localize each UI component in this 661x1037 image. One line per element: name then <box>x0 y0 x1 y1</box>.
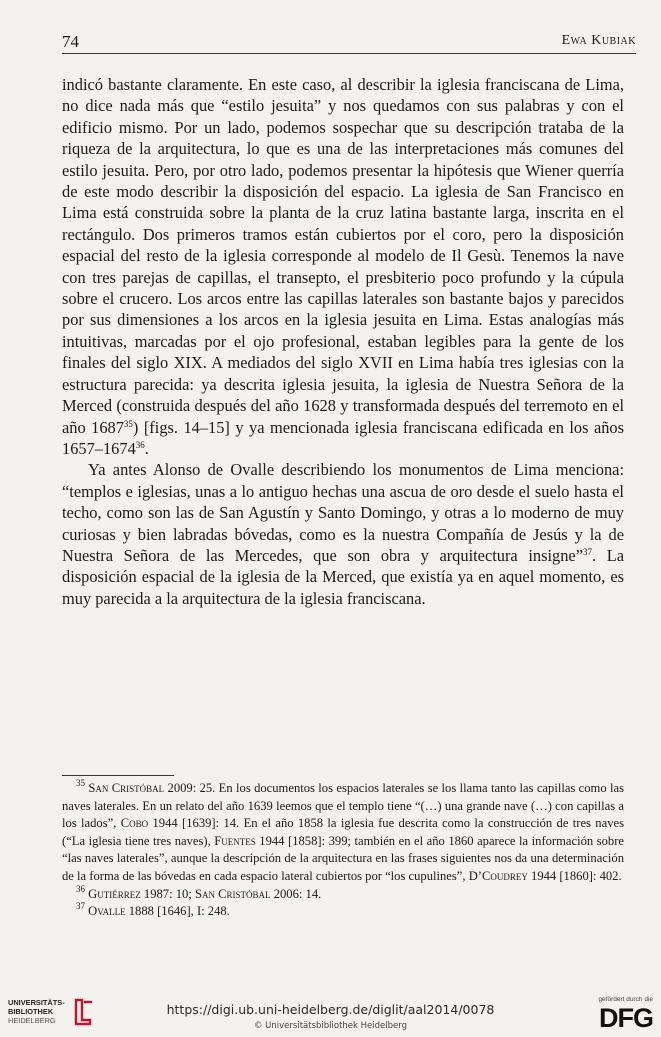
permalink-url[interactable]: https://digi.ub.uni-heidelberg.de/diglit/aal2014/0078 <box>166 1002 495 1017</box>
body-text <box>62 74 624 609</box>
page-number: 74 <box>62 32 79 51</box>
library-name: UNIVERSITÄTS- BIBLIOTHEK HEIDELBERG <box>8 998 65 1025</box>
paragraph-2-text: Ya antes Alonso de Ovalle describiendo los monumentos de Lima menciona: “templos e iglesias, unas a lo antiguo hechas una ascua de oro desde el suelo hasta el techo, como son las de San Agustín y Santo Domingo, y otras a lo moderno de muy curiosas y bien labradas bóvedas, como es la nuestra Compañía de Jesús y la de Nuestra Señora de las Mercedes, que son obra y arquitectura insigne” <box>62 460 624 565</box>
paragraph-1-text: indicó bastante claramente. En este caso, al describir la iglesia franciscana de Lima, no dice nada más que “estilo jesuita” y nos quedamos con sus palabras y con el edificio mismo. Por un lado, podemos sospechar que su descripción trataba de la riqueza de la arquitectura, lo que es una de las interpretaciones más comunes del estilo jesuita. Pero, por otro lado, podemos presentar la hipótesis que Wiener querría de este modo describir la disposición del espacio. La iglesia de San Francisco en Lima está construida sobre la planta de la cruz latina bastante larga, inscrita en el rectángulo. Dos primeros tramos están cubiertos por el coro, pero la disposición espacial del resto de la iglesia corresponde al modelo de Il Gesù. Tenemos la nave con tres parejas de capillas, el transepto, el presbiterio poco profundo y la cúpula sobre el crucero. Los arcos entre las capillas laterales son bastante bajos y parecidos por sus dimensiones a los arcos en la iglesia jesuita en Lima. Estas analogías más intuitivas, marcadas por el ojo profesional, estaban legibles para la gente de los finales del siglo XIX. A mediados del siglo XVII en Lima había tres iglesias con la estructura parecida: ya descrita iglesia jesuita, la iglesia de Nuestra Señora de la Merced (construida después del año 1628 y transformada después del terremoto en el año 1687 <box>62 75 624 437</box>
footnote-ref-36[interactable]: 36 <box>135 439 145 450</box>
paragraph-1-end: . <box>144 438 149 458</box>
footnote-number: 36 <box>76 883 85 894</box>
footnotes <box>62 780 624 921</box>
header-rule <box>62 53 636 54</box>
running-header <box>62 32 636 54</box>
footnote-number: 37 <box>76 901 85 912</box>
citation-author: D’Coudrey <box>468 868 528 883</box>
citation-author: Ovalle <box>88 904 126 919</box>
citation-author: Cobo <box>120 816 149 831</box>
footnote-text: 1944 [1858]: 399; también en el año 1860 aparece la información sobre “las naves laterales”, aunque la descripción de la arquitectura en las frases siguientes nos da una determinación de la forma de las bóvedas en cada espacio lateral cubiertos por “los cupulines”, <box>62 833 624 883</box>
footnote-ref-37[interactable]: 37 <box>582 546 592 557</box>
footnote-text: 1944 [1860]: 402. <box>527 868 622 883</box>
footnote-text: 2009: 25. En los documentos los espacios laterales se los llama tanto las capillas como las naves laterales. En un relato del año 1639 leemos que el templo tiene “(…) una grande nave (…) con capillas a los lados”, <box>62 781 624 831</box>
footnote-37 <box>62 903 624 921</box>
paragraph-1-text-cont: ) [figs. 14–15] y ya mencionada iglesia franciscana edificada en los años 1657–1674 <box>62 417 625 458</box>
footnote-rule <box>62 775 174 776</box>
footnote-text: 1944 [1639]: 14. En el año 1858 la iglesia fue descrita como la construcción de tres naves (“La iglesia tiene tres naves), <box>62 816 624 848</box>
citation-author: San Cristóbal <box>194 886 271 901</box>
citation-author: San Cristóbal <box>88 781 165 795</box>
footnote-text: 1987: 10; <box>140 886 195 901</box>
citation-author: Gutiérrez <box>88 886 141 901</box>
dfg-funder-logo <box>587 996 653 1034</box>
paragraph-2 <box>62 459 624 609</box>
paragraph-1 <box>62 74 624 459</box>
footnote-35 <box>62 780 624 886</box>
paragraph-2-text-cont: . La disposición espacial de la iglesia de la Merced, que existía ya en aquel momento, es muy parecida a la arquitectura de la iglesia franciscana. <box>62 545 624 608</box>
footnote-text: 1888 [1646], I: 248. <box>125 904 230 919</box>
copyright-notice: © Universitätsbibliothek Heidelberg <box>253 1021 407 1031</box>
footnote-36 <box>62 883 624 904</box>
dfg-logo-icon: DFG <box>599 1003 653 1033</box>
funder-caption: gefördert durch die <box>598 996 653 1003</box>
running-head-author: Ewa Kubiak <box>561 33 636 48</box>
footnote-number: 35 <box>76 778 85 788</box>
library-footer <box>0 994 661 1037</box>
footnote-text: 2006: 14. <box>270 886 322 901</box>
footnote-ref-35[interactable]: 35 <box>123 418 133 429</box>
citation-author: Fuentes <box>214 833 256 848</box>
